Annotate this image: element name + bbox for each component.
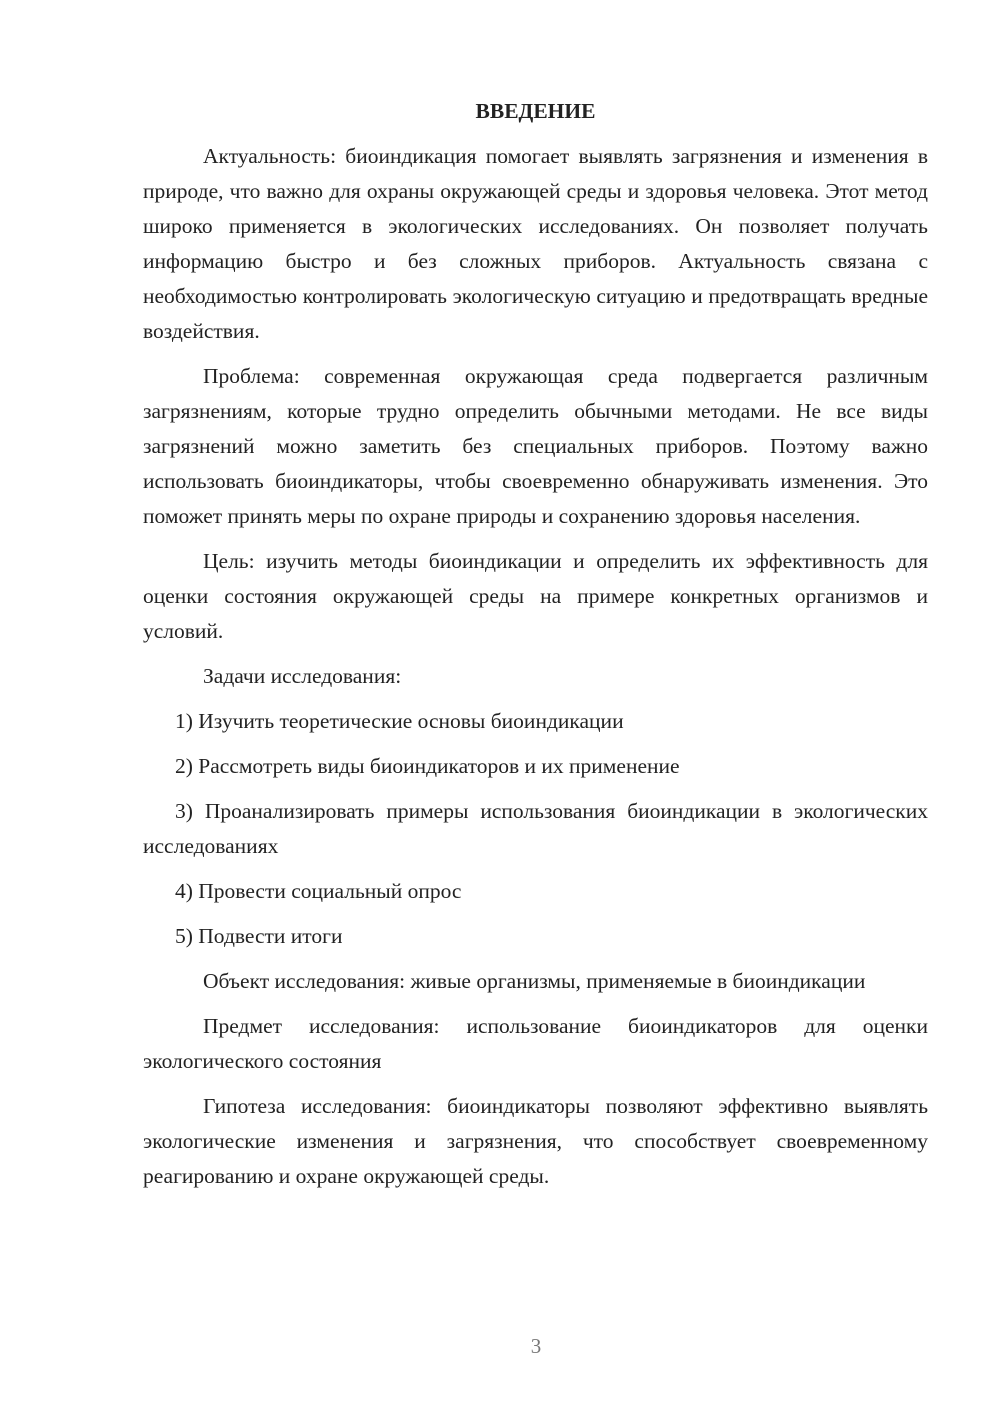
task-item: 2) Рассмотреть виды биоиндикаторов и их применение (175, 754, 680, 778)
paragraph-object: Объект исследования: живые организмы, применяемые в биоиндикации (203, 969, 866, 993)
task-item: 1) Изучить теоретические основы биоиндикации (175, 709, 624, 733)
paragraph-problem: Проблема: современная окружающая среда подвергается различным загрязнениям, которые трудно определить обычными методами. Не все виды загрязнений можно заметить без специальных приборов. Поэтому важно использовать биоиндикаторы, чтобы своевременно обнаруживать изменения. Это поможет принять меры по охране природы и сохранению здоровья населения. (143, 364, 928, 528)
task-item: 5) Подвести итоги (175, 924, 343, 948)
paragraph-hypothesis: Гипотеза исследования: биоиндикаторы позволяют эффективно выявлять экологические изменения и загрязнения, что способствует своевременному реагированию и охране окружающей среды. (143, 1094, 928, 1188)
page-title: ВВЕДЕНИЕ (475, 99, 596, 123)
task-item: 4) Провести социальный опрос (175, 879, 462, 903)
paragraph-relevance: Актуальность: биоиндикация помогает выявлять загрязнения и изменения в природе, что важно для охраны окружающей среды и здоровья человека. Этот метод широко применяется в экологических исследованиях. Он позволяет получать информацию быстро и без сложных приборов. Актуальность связана с необходимостью контролировать экологическую ситуацию и предотвращать вредные воздействия. (143, 144, 928, 343)
document-page (143, 94, 928, 1204)
paragraph-subject: Предмет исследования: использование биоиндикаторов для оценки экологического состояния (143, 1014, 928, 1073)
paragraph-goal: Цель: изучить методы биоиндикации и определить их эффективность для оценки состояния окружающей среды на примере конкретных организмов и условий. (143, 549, 928, 643)
task-item: 3) Проанализировать примеры использования биоиндикации в экологических исследованиях (143, 799, 928, 858)
page-number: 3 (530, 1334, 542, 1358)
tasks-title: Задачи исследования: (203, 664, 402, 688)
